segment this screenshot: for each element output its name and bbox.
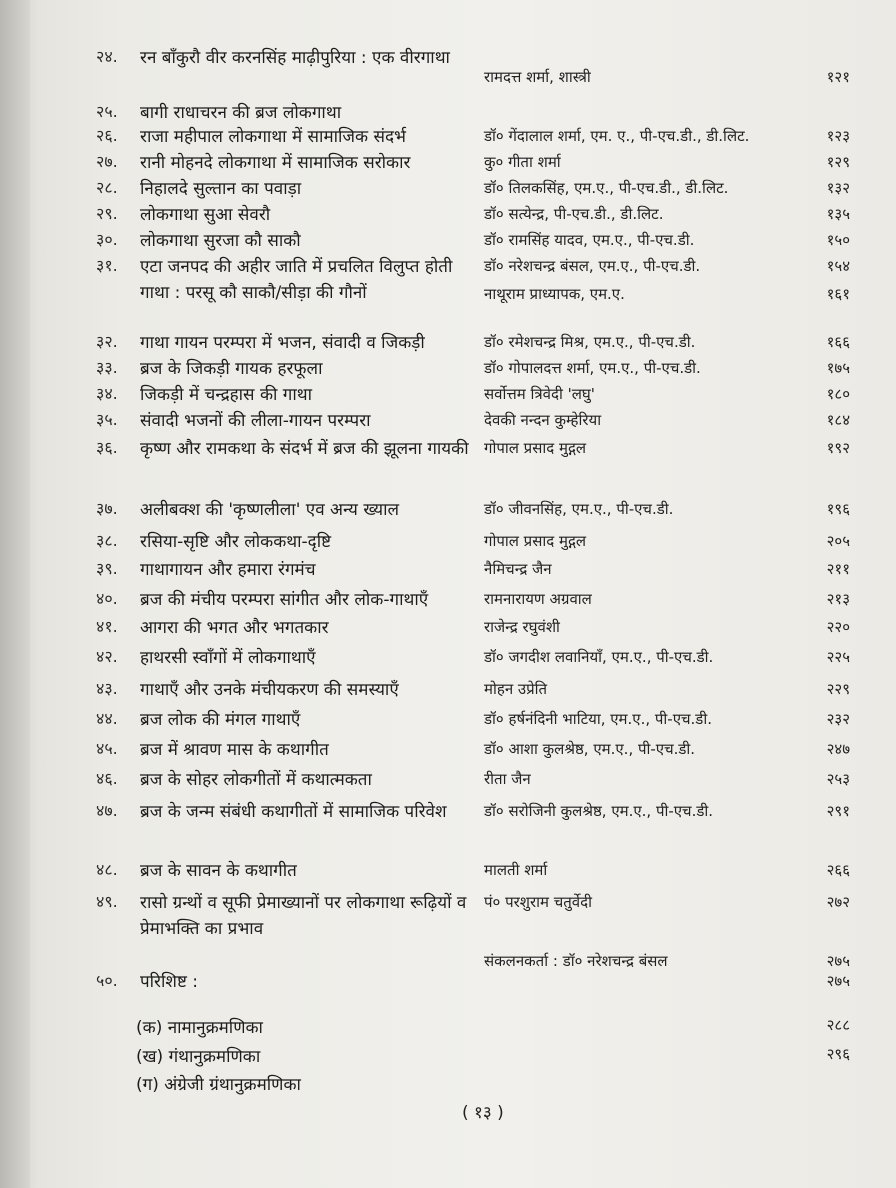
- entry-number: ३६.: [96, 438, 118, 457]
- entry-number: ३४.: [96, 384, 118, 403]
- page-number-footer: ( १३ ): [462, 1103, 504, 1123]
- entry-number: २४.: [96, 47, 118, 66]
- entry-page-number: २७५: [826, 952, 850, 970]
- entry-title: लोकगाथा सुआ सेवरौ: [140, 205, 271, 225]
- entry-author: डॉ० तिलकसिंह, एम.ए., पी-एच.डी., डी.लिट.: [484, 179, 729, 197]
- entry-page-number: २२९: [826, 680, 850, 698]
- entry-author: संकलनकर्ता : डॉ० नरेशचन्द्र बंसल: [484, 952, 668, 970]
- entry-author: सर्वोत्तम त्रिवेदी 'लघु': [484, 385, 595, 403]
- entry-author: डॉ० हर्षनंदिनी भाटिया, एम.ए., पी-एच.डी.: [484, 710, 712, 728]
- entry-author: डॉ० गोपालदत्त शर्मा, एम.ए., पी-एच.डी.: [484, 359, 701, 377]
- entry-author: देवकी नन्दन कुम्हेरिया: [484, 411, 602, 429]
- entry-page-number: २२५: [826, 648, 850, 666]
- entry-number: ३७.: [96, 499, 118, 518]
- entry-number: २९.: [96, 204, 118, 223]
- entry-number: ५०.: [96, 971, 118, 990]
- entry-number: ३८.: [96, 531, 118, 550]
- entry-number: २७.: [96, 152, 118, 171]
- entry-title: रन बाँकुरौ वीर करनसिंह माढ़ीपुरिया : एक वीरगाथा: [140, 48, 450, 68]
- entry-page-number: २२०: [826, 618, 850, 636]
- entry-author: गोपाल प्रसाद मुद्गल: [484, 439, 587, 457]
- entry-title: जिकड़ी में चन्द्रहास की गाथा: [140, 385, 313, 405]
- entry-title: गाथागायन और हमारा रंगमंच: [140, 560, 316, 580]
- entry-title: रानी मोहनदे लोकगाथा में सामाजिक सरोकार: [140, 153, 411, 173]
- entry-page-number: १५४: [826, 257, 850, 275]
- entry-number: ४०.: [96, 589, 118, 608]
- entry-title: ब्रज में श्रावण मास के कथागीत: [140, 740, 329, 760]
- entry-page-number: १५०: [826, 231, 850, 249]
- entry-title: ब्रज के सोहर लोकगीतों में कथात्मकता: [140, 770, 372, 790]
- entry-number: ४१.: [96, 617, 118, 636]
- entry-title: संवादी भजनों की लीला-गायन परम्परा: [140, 411, 371, 431]
- entry-title: बागी राधाचरन की ब्रज लोकगाथा: [140, 103, 342, 123]
- entry-author: डॉ० जगदीश लवानियाँ, एम.ए., पी-एच.डी.: [484, 648, 714, 666]
- entry-author: पं० परशुराम चतुर्वेदी: [484, 893, 592, 911]
- entry-author: डॉ० नरेशचन्द्र बंसल, एम.ए., पी-एच.डी.: [484, 257, 701, 275]
- entry-title: ब्रज लोक की मंगल गाथाएँ: [140, 710, 301, 730]
- entry-page-number: २१३: [826, 590, 850, 608]
- entry-title: रासो ग्रन्थों व सूफी प्रेमाख्यानों पर लोकगाथा रूढ़ियों व प्रेमाभक्ति का प्रभाव: [140, 893, 467, 939]
- entry-author: डॉ० रामसिंह यादव, एम.ए., पी-एच.डी.: [484, 231, 695, 249]
- entry-title: ब्रज के सावन के कथागीत: [140, 861, 297, 881]
- entry-author: रीता जैन: [484, 770, 531, 788]
- entry-author: कु० गीता शर्मा: [484, 153, 561, 171]
- entry-author: नैमिचन्द्र जैन: [484, 560, 552, 578]
- entry-page-number: २४७: [826, 740, 850, 758]
- entry-number: ४९.: [96, 892, 118, 911]
- entry-number: ३९.: [96, 559, 118, 578]
- entry-page-number: १२३: [826, 127, 850, 145]
- entry-number: २५.: [96, 102, 118, 121]
- entry-number: ३२.: [96, 332, 118, 351]
- entry-page-number: २६६: [826, 861, 850, 879]
- entry-number: ३१.: [96, 256, 118, 275]
- appendix-subentry-c: (ग) अंग्रेजी ग्रंथानुक्रमणिका: [136, 1075, 301, 1095]
- entry-number: ३३.: [96, 358, 118, 377]
- entry-page-number: १६६: [826, 333, 850, 351]
- entry-number: ४३.: [96, 679, 118, 698]
- entry-author: डॉ० सत्येन्द्र, पी-एच.डी., डी.लिट.: [484, 205, 664, 223]
- appendix-subentry-a: (क) नामानुक्रमणिका: [136, 1018, 263, 1038]
- entry-page-number: १७५: [826, 359, 850, 377]
- entry-page-number: १९२: [826, 439, 850, 457]
- entry-page-number: २११: [826, 560, 850, 578]
- entry-page-number: २९१: [826, 802, 850, 820]
- entry-author: मोहन उप्रेति: [484, 680, 548, 698]
- entry-page-number: १९६: [826, 500, 850, 518]
- entry-title: गाथाएँ और उनके मंचीयकरण की समस्याएँ: [140, 680, 399, 700]
- entry-author: नाथूराम प्राध्यापक, एम.ए.: [484, 285, 625, 303]
- entry-page-number: १८४: [826, 411, 850, 429]
- entry-page-number: १२१: [826, 68, 850, 86]
- entry-title: आगरा की भगत और भगतकार: [140, 618, 329, 638]
- entry-page-number: १२९: [826, 153, 850, 171]
- entry-author: डॉ० जीवनसिंह, एम.ए., पी-एच.डी.: [484, 500, 674, 518]
- entry-title: एटा जनपद की अहीर जाति में प्रचलित विलुप्त होती गाथा : परसू कौ साकौ/सीड़ा की गौनों: [140, 257, 453, 303]
- entry-author: रामनारायण अग्रवाल: [484, 590, 592, 608]
- entry-page-number: १८०: [826, 385, 850, 403]
- entry-title: निहालदे सुल्तान का पवाड़ा: [140, 179, 302, 199]
- entry-author: रामदत्त शर्मा, शास्त्री: [484, 68, 591, 86]
- entry-number: ४५.: [96, 739, 118, 758]
- entry-number: ४८.: [96, 860, 118, 879]
- entry-author: डॉ० आशा कुलश्रेष्ठ, एम.ए., पी-एच.डी.: [484, 740, 696, 758]
- entry-author: गोपाल प्रसाद मुद्गल: [484, 532, 587, 550]
- entry-page-number: २७२: [826, 893, 850, 911]
- entry-title: लोकगाथा सुरजा कौ साकौ: [140, 231, 301, 251]
- entry-title: ब्रज के जिकड़ी गायक हरफूला: [140, 359, 323, 379]
- entry-page-number: २७५: [826, 972, 850, 990]
- entry-number: ३०.: [96, 230, 118, 249]
- appendix-subentry-b: (ख) गंथानुक्रमणिका: [136, 1047, 261, 1067]
- entry-title: गाथा गायन परम्परा में भजन, संवादी व जिकड़ी: [140, 333, 425, 353]
- entry-author: डॉ० गेंदालाल शर्मा, एम. ए., पी-एच.डी., डी.लिट.: [484, 127, 750, 145]
- entry-title: हाथरसी स्वाँगों में लोकगाथाएँ: [140, 648, 316, 668]
- entry-number: ४४.: [96, 709, 118, 728]
- entry-number: ४६.: [96, 769, 118, 788]
- entry-number: २६.: [96, 126, 118, 145]
- entry-number: ४७.: [96, 801, 118, 820]
- entry-page-number: २०५: [826, 532, 850, 550]
- appendix-subentry-a-page: २८८: [826, 1016, 850, 1034]
- entry-number: ४२.: [96, 647, 118, 666]
- entry-title: ब्रज की मंचीय परम्परा सांगीत और लोक-गाथाएँ: [140, 590, 429, 610]
- entry-author: डॉ० सरोजिनी कुलश्रेष्ठ, एम.ए., पी-एच.डी.: [484, 802, 714, 820]
- entry-title: रसिया-सृष्टि और लोककथा-दृष्टि: [140, 532, 332, 552]
- entry-number: २८.: [96, 178, 118, 197]
- entry-title: अलीबक्श की 'कृष्णलीला' एव अन्य ख्याल: [140, 500, 400, 520]
- entry-page-number: १३५: [826, 205, 850, 223]
- entry-title: ब्रज के जन्म संबंधी कथागीतों में सामाजिक परिवेश: [140, 802, 447, 822]
- entry-title: कृष्ण और रामकथा के संदर्भ में ब्रज की झूलना गायकी: [140, 439, 469, 459]
- entry-page-number: २५३: [826, 770, 850, 788]
- entry-title: परिशिष्ट :: [140, 972, 199, 992]
- entry-page-number: १३२: [826, 179, 850, 197]
- entry-title: राजा महीपाल लोकगाथा में सामाजिक संदर्भ: [140, 127, 406, 147]
- entry-author: मालती शर्मा: [484, 861, 548, 879]
- appendix-subentry-b-page: २९६: [826, 1045, 850, 1063]
- entry-author: राजेन्द्र रघुवंशी: [484, 618, 560, 636]
- entry-author: डॉ० रमेशचन्द्र मिश्र, एम.ए., पी-एच.डी.: [484, 333, 696, 351]
- entry-page-number: १६१: [826, 285, 850, 303]
- entry-number: ३५.: [96, 410, 118, 429]
- entry-page-number: २३२: [826, 710, 850, 728]
